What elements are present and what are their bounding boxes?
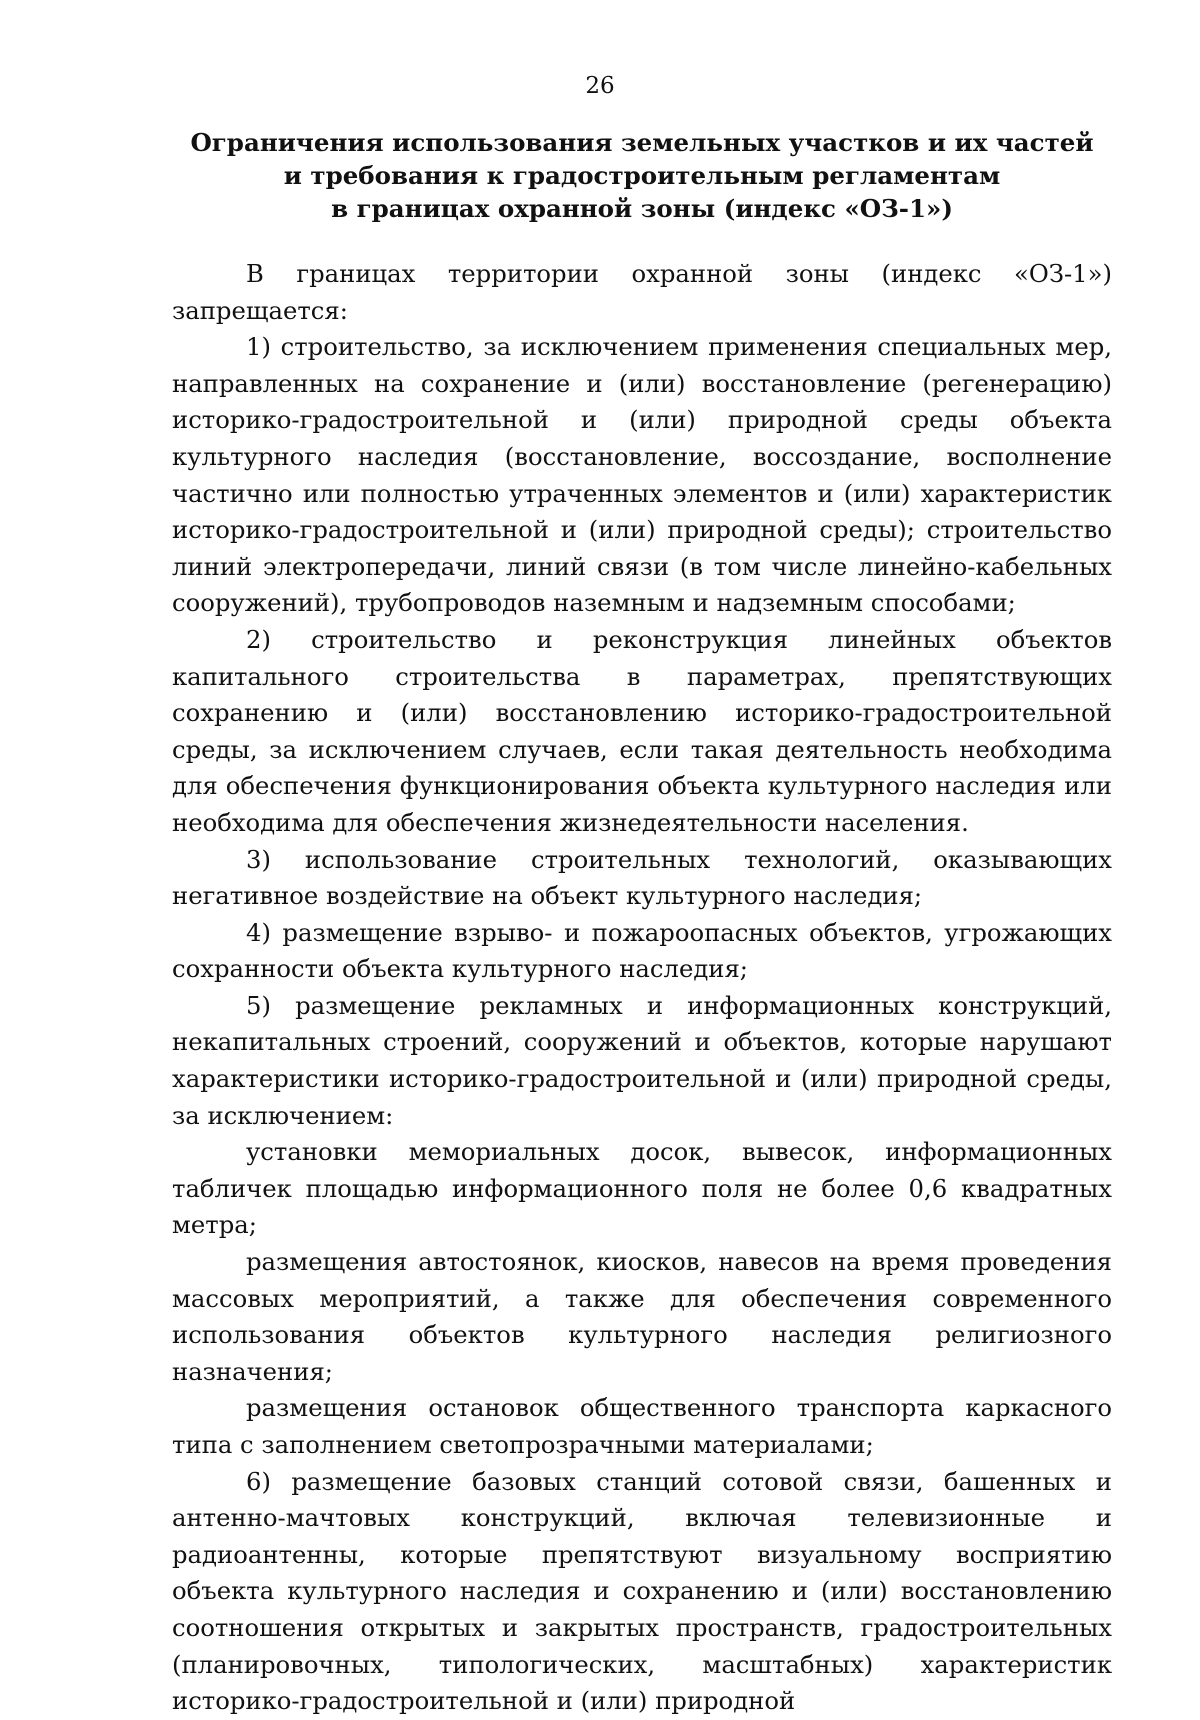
document-body [172,256,1112,1720]
heading-line-1: Ограничения использования земельных участков и их частей [190,128,1094,157]
exception-item-2: размещения автостоянок, киосков, навесов на время проведения массовых мероприятий, а также для обеспечения современного использования объектов культурного наследия религиозного назначения; [172,1247,1112,1386]
list-item-6: 6) размещение базовых станций сотовой связи, башенных и антенно-мачтовых конструкций, включая телевизионные и радиоантенны, которые препятствуют визуальному восприятию объекта культурного наследия и сохранению и (или) восстановлению соотношения открытых и закрытых пространств, градостроительных (планировочных, типологических, масштабных) характеристик историко-градостроительной и (или) природной [172,1466,1112,1716]
section-heading [172,126,1112,225]
exception-item-1: установки мемориальных досок, вывесок, информационных табличек площадью информационного поля не более 0,6 квадратных метра; [172,1137,1112,1240]
list-item-5: 5) размещение рекламных и информационных конструкций, некапитальных строений, сооружений и объектов, которые нарушают характеристики историко-градостроительной и (или) природной среды, за исключением: [172,990,1112,1130]
list-item-2: 2) строительство и реконструкция линейных объектов капитального строительства в параметрах, препятствующих сохранению и (или) восстановлению историко-градостроительной среды, за исключением случаев, если такая деятельность необходима для обеспечения функционирования объекта культурного наследия или необходима для обеспечения жизнедеятельности населения. [172,624,1112,837]
page-number: 26 [585,73,615,99]
heading-line-3: в границах охранной зоны (индекс «ОЗ-1») [331,194,953,223]
list-item-4: 4) размещение взрыво- и пожароопасных объектов, угрожающих сохранности объекта культурного наследия; [172,917,1112,984]
list-item-3: 3) использование строительных технологий, оказывающих негативное воздействие на объект культурного наследия; [172,844,1112,911]
intro-paragraph: В границах территории охранной зоны (индекс «ОЗ-1») запрещается: [172,259,1112,325]
heading-line-2: и требования к градостроительным регламентам [283,161,1001,190]
list-item-1: 1) строительство, за исключением применения специальных мер, направленных на сохранение и (или) восстановление (регенерацию) историко-градостроительной и (или) природной среды объекта культурного наследия (восстановление, воссоздание, восполнение частично или полностью утраченных элементов и (или) характеристик историко-градостроительной и (или) природной среды); строительство линий электропередачи, линий связи (в том числе линейно-кабельных сооружений), трубопроводов наземным и надземным способами; [172,332,1112,618]
exception-item-3: размещения остановок общественного транспорта каркасного типа с заполнением светопрозрачными материалами; [172,1393,1112,1459]
